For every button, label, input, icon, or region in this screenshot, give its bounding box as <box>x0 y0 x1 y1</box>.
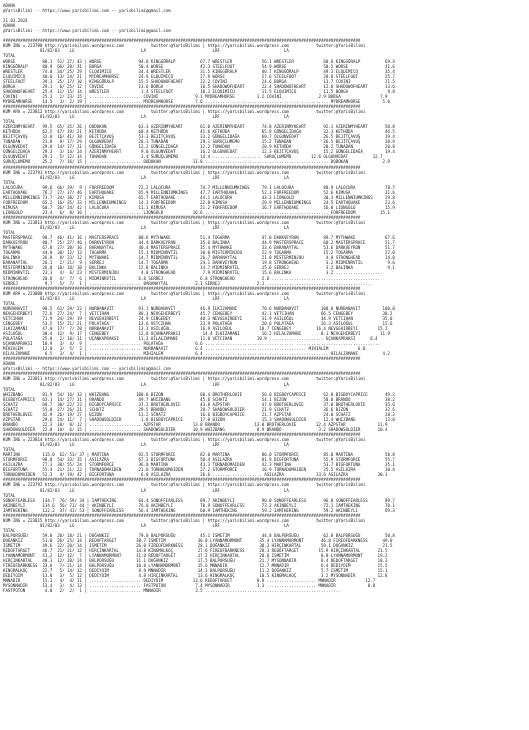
text-line: COVINI 25.3 2/ 23/ 15 | ..................... COVINI 9.1 MYDREAMHORSE 1.2 COVINI 2.9 BORGA 7.9 <box>3 93 388 99</box>
text-line: DARKVEYRON 80.7 25/ 27/ 46 | DARKVEYRON 44.4 DARKVEYRON 35.6 BALINKA 44.9 MASTERSPRACE 60.2 MASTERSPRACE 51.7 <box>3 240 395 246</box>
text-line: TOTAL <box>3 53 16 59</box>
text-line: POLATAĞA 25.0 2/ 10/ 11 | UÇANKAPRAKSI 11.3 HILALZAMANI 11.0 VETCIHAN 10.9 ...................... UÇANKAPRAKSI 6.4 <box>3 336 378 342</box>
text-line: GÜNGELIDAĞA 29.3 3/ 14/ 24 | AZERINMYHEART 9.0 OLGUNVEDAT 16.2 OLGUNVEDAT 12.3 BEJİTÇAVUŞ 15.2 GÜNGELIDAĞA 19.4 <box>3 149 395 155</box>
race-header: KUM ARA = 223800 http://yarisbilimi.wordpress.com twitter:@YarisBilimi | https://yarisbilimi.wordpress.com twitter:@YarisBilimi <box>3 290 366 296</box>
section-divider: ################################################################################################################################################# <box>3 164 361 170</box>
text-line: DOĞANKIZ 51.0 26/ 25/ 14 | REDOFTARGET 38.7 ISMETIM 30.8 LYANNAMORMONT 35.4 LYANNAMORMONT 46.8 FIREOFDARKNESS 49.0 <box>3 537 393 543</box>
text-line: AKINBEYLI 134.6 56/ 71/ 44 | AKINBEYLI 76.0 AKINBEYLI 70.9 SONOFFEARLESS 73.2 AKINBEYLI 72.1 IAMTHEKING 70.1 <box>3 502 395 508</box>
text-line: 81/82/83 LG LA LRF LA <box>3 381 289 387</box>
text-line: ISMETIM 49.6 22/ 20/ 14 | ISMETIM 26.0 FIREOFDARKNESS 28.1 DOĞANKIZ 30.3 HIRÇINKARTAL 59.1 DOĞANKIZ 21.5 <box>3 543 393 549</box>
race-header: KUM ING = 223813 http://yarisbilimi.wordpress.com twitter:@YarisBilimi | https://yarisbilimi.wordpress.com twitter:@YarisBilimi <box>3 220 366 226</box>
text-line: TUNADAN 23.8 9/ 17/ 29 | OLGUNVEDAT 28.1 TUNADAN 29.1 SURUÇLUMEMO 15.2 TUNADAN 26.5 BEJİTÇAVUŞ 30.9 <box>3 139 395 145</box>
text-line: @YarisBilimi -- https://www.yarisbilimi.com -- yarisbilimi@gmail.com <box>3 8 171 14</box>
text-line: AZPSTAR 29.6 24/ 11/ 7 | SHADOWSOLDIER 1.8 BIGBOYCAPRICE 17.0 BIZON 15.3 SHADOWSOLDIER 12.4 WHIZBANG 13.0 <box>3 416 395 422</box>
text-line: SURUÇLUMEMO 25.2 7/ 16/ 15 | ..................... DODOKAN 11.0 .................................................. DODOKAN 2.9 <box>3 159 390 165</box>
text-line: BRANDO 22.3 10/ 8/ 12 | ..................... AZPSTAR 13.0 BRANDO 13.0 BROTHERLOVIE 12.4 AZPSTAR 11.9 <box>3 421 388 427</box>
text-line: SCHATZ 60.7 30/ 22/ 22 | BIGBOYCAPRICE 37.2 BROTHERLOVIE 43.8 AZPSTAR 47.0 BROTHERLOVIE 37.0 BROTHERLOVIE 35.6 <box>3 401 395 407</box>
text-line: 21.03.2024 <box>3 18 28 24</box>
section-divider: ################################################################################################################################################# <box>3 512 361 518</box>
race-analysis-sheet <box>3 3 529 593</box>
text-line: WHIZBANG 81.9 54/ 16/ 13 | WHIZBANG 100.0 BIZON 60.4 BROTHERLOVIE 56.0 BIGBOYCAPRICE 62.8 BIGBOYCAPRICE 49.3 <box>3 391 395 397</box>
text-line: TOTAL <box>3 230 16 236</box>
text-line: TOTAL <box>3 492 16 498</box>
text-line: ILKIZAMANI 47.0 17/ 7/ 20 | NURBANAVIT 13.3 ASILOĞUL 16.9 ASILOĞUL 18.7 CENGEBEY 16.4 NEVGEHIRBEYI 15.2 <box>3 326 388 331</box>
text-line: NEVGEHIRBEYI 72.6 27/ 24/ 7 | VETCIHAN 80.3 NEVGEHIRBEYI 45.7 CENGEBEY 42.1 VETCIHAN 66.5 CENGEBEY 38.2 <box>3 310 393 316</box>
race-header: KUM ING = 223792 http://yarisbilimi.wordpress.com twitter:@YarisBilimi | https://yarisbilimi.wordpress.com twitter:@YarisBilimi <box>3 482 366 488</box>
text-line: SHADOWOFHEART 25.4 11/ 15/ 14 | WRESTLER 1.4 STEELFOOT 10.3 ELQUIMICO 11.5 ELQUIMICO 11.5 BORGA 9.8 <box>3 88 395 94</box>
text-line: 81/82/83 LG LA LRF LA <box>3 114 289 120</box>
text-line: HIRÇINKARTAL 40.3 12/ 20/ 24 | BALPORSUĞU 11.1 DOĞANKIZ 17.5 BALPORSUĞU 21.7 MYSONNADIR 8.4 REDOFTARGET 18.3 <box>3 558 388 564</box>
text-line: MYSONNADIR 13.4 3/ 4/ 12 | ..................... FASTPOTON 7.4 MYSONNADIR 1.3 .................... MNNADIR 8.8 <box>3 583 376 589</box>
race-header: KUM ING = 223791 http://yarisbilimi.wordpress.com twitter:@YarisBilimi | https://yarisbilimi.wordpress.com twitter:@YarisBilimi <box>3 169 366 175</box>
text-line: ADANA <box>3 3 16 8</box>
text-line: MYTHWAKE 67.0 27/ 20/ 36 | BARANAYTAL 40.4 MASTERSPRACE 35.4 MYTHWAKE 33.6 BARANAYTAL 53.6 DARKVEYRON 51.7 <box>3 245 395 251</box>
text-line: KETHÜDA 62.5 47/ 19/ 21 | KETHÜDA 60.4 KETHÜDA 41.6 KETHÜDA 65.8 GÜNGELIDAĞA 32.3 KETHÜDA 46.5 <box>3 129 395 135</box>
section-divider: ################################################################################################################################################# <box>3 103 361 109</box>
text-line: ADANA <box>3 23 16 29</box>
section-divider: ################################################################################################################################################# <box>3 356 361 362</box>
text-line: TOTAL <box>3 527 16 533</box>
text-line: MIHIALEM 12.0 3/ 5/ 2 | ..................... NURBANAVIT 6.4 ......................................... MIHIALEM 6.0 <box>3 346 366 352</box>
text-line: BORGA 29.1 6/ 25/ 12 | COVINI 13.6 BORGA 10.5 SHADOWOFHEART 22.4 SHADOWOFHEART 12.6 SHADOWOFHEART 13.6 <box>3 83 395 89</box>
text-line: WRESTLER 74.0 34/ 25/ 29 | ELQUIMICO 34.4 WRESTLER 31.5 KINGGÖRALP 40.7 KINGGÖRALP 49.3 ELQUIMICO 35.4 <box>3 68 395 74</box>
text-line: ADANA <box>3 361 16 367</box>
text-line: TOTAL <box>3 119 16 125</box>
text-line: KINGGÖRALP 80.9 66/ 28/ 31 | BORGA 50.4 WORSE 42.3 STEELFOOT 54.9 WORSE 50.2 WORSE 41.6 <box>3 63 395 69</box>
section-divider: ################################################################################################################################################# <box>3 285 361 291</box>
text-line: BIGBOYCAPRICE 63.1 14/ 27/ 31 | BRANDO 49.7 WHIZBANG 45.6 SCHATZ 54.1 BIZON 50.0 BRANDO 38.2 <box>3 396 395 402</box>
text-line: @YarisBilimi -- https://www.yarisbilimi.com -- yarisbilimi@gmail.com <box>3 366 171 372</box>
text-line: STORMFORCE 98.0 54/ 33/ 35 | ASILAZRA 67.3 BIGFORTUNA 50.4 ASILAZRA 81.9 BIGFORTUNA 55.9 STORMFORCE 55.7 <box>3 457 395 463</box>
text-line: MILLENNIUMKINGS 73.7 34/ 30/ 27 | KIMUSA 65.7 EARTHQUAKE 44.1 LALOCURA 43.2 LIONGOLD 30.3 MILLENNIUMKINGS 29.8 <box>3 194 395 200</box>
text-line: MARTINA 115.0 62/ 53/ 37 | MARTINA 92.5 STORMFORCE 82.0 MARTINA 86.0 STORMFORCE 85.0 MARTINA 58.8 <box>3 452 395 458</box>
text-line: SCHATZ 55.0 27/ 26/ 21 | SCHATZ 29.5 BRANDO 20.7 SHADOWSOLDIER 21.9 SCHATZ 36.6 BIZON 32.6 <box>3 406 395 412</box>
text-line: STEELFOOT 39.3 25/ 17/ 10 | KINGGÖRALP 15.5 SHADOWOFHEART 22.2 COVINI 24.6 BORGA 13.7 COVINI 21.5 <box>3 78 395 84</box>
text-line: WORSE 88.1 51/ 27/ 43 | WORSE 94.0 KINGGÖRALP 67.7 WRESTLER 56.1 WRESTLER 60.6 KINGGÖRALP 69.4 <box>3 58 395 64</box>
text-line: ELQUIMICO 40.0 13/ 24/ 21 | MYDREAMHORSE 24.9 ELQUIMICO 27.9 WORSE 27.6 STEELFOOT 20.8 STEELFOOT 25.7 <box>3 73 395 79</box>
text-line: FIREOFDARKNESS 33.6 7/ 21/ 14 | BALPORSUĞU 10.8 LYANNAMORMONT 15.6 MNNADIR 12.7 MNNADIR 6.4 DEDIYOIM 15.5 <box>3 563 388 569</box>
text-line: MYDREAMHORSE 14.5 3/ 2/ 19 | ..................... MYDREAMHORSE 7.6 .................................................. MYDREAMHORSE 5.0 <box>3 98 390 104</box>
text-line: HILALZAMANI 6.5 3/ 4/ 1 | ..................... MIHIALEM 6.4 .................................................. HILALZAMANI 4.2 <box>3 351 390 357</box>
text-line: KINGMALKOÇ 22.7 5/ 14/ 12 | DEDIYOIM 8.9 MNNADIR 14.3 BALPORSUĞU 11.2 DOĞANKIZ 5.7 ISMETIM 15.1 <box>3 568 388 574</box>
text-line: LYANNAMORMONT 41.2 12/ 12/ 7 | LYANNAMORMONT 11.0 REDOFTARGET 17.2 HIRÇINKARTAL 28.0 ISMETIM 8.8 LYANNAMORMONT 19.2 <box>3 553 388 559</box>
text-line: MISTERMINJOU 26.0 10/ 18/ 10 | BALINKA 12.8 BALINKA 14.7 MIDMINRVTIL 15.6 SERREJ 3.2 BALINKA 9.1 <box>3 265 395 271</box>
text-line: 81/82/83 LG LA LRF LA <box>3 174 289 180</box>
text-line: BALINKA 26.8 8/ 23/ 12 | MYTHWAKE 14.7 MIDMINRVTIL 26.7 BARANAYTAL 21.0 MISTERMINJOU 4.0 STRONGHEAD 14.0 <box>3 255 395 261</box>
text-line: TOTAL <box>3 447 16 453</box>
text-line: OLGUNVEDAT 29.1 5/ 12/ 14 | TUNADAN 3.4 SURUÇLUMEMO 14.4 .................... SURUÇLUMEMO 12.6 OLGUNVEDAT 12.7 <box>3 154 383 160</box>
race-header: KUM ING = 223811 http://yarisbilimi.wordpress.com twitter:@YarisBilimi | https://yarisbilimi.wordpress.com twitter:@YarisBilimi <box>3 376 366 382</box>
race-header: KUM ARA = 223812 http://yarisbilimi.wordpress.com twitter:@YarisBilimi | https://yarisbilimi.wordpress.com twitter:@YarisBilimi <box>3 108 366 114</box>
text-line: MIDMINRVTIL 23.3 4/ 6/ 23 | MISTERMINJOU 4.0 STRONGHEAD 7.9 MIDMINRVTIL 15.6 BALINKA 3.2 ................... <box>3 270 383 276</box>
section-divider: ################################################################################################################################################# <box>3 38 361 44</box>
text-line: 81/82/83 LG LA LRF LA <box>3 487 289 493</box>
text-line: 81/82/83 LG LA LRF LA <box>3 442 289 448</box>
text-line: STRONGHEAD 20.8 4/ 7/ 6 | MIDMINRVTIL 6.8 SERREJ 6.8 STRONGHEAD 2.6 ............................................ <box>3 275 381 281</box>
text-line: BALPORSUĞU 59.0 28/ 18/ 21 | DOĞANKIZ 79.0 BALPORSUĞU 45.1 ISMETIM 44.8 BALPORSUĞU 62.8 BALPORSUĞU 50.8 <box>3 532 395 538</box>
text-line: OLGUNVEDAT 29.6 14/ 17/ 11 | GÜNGELIDAĞA 12.2 GÜNGELIDAĞA 12.2 TUNADAN 20.9 KETHÜDA 20.2 TUNADAN 20.8 <box>3 144 395 150</box>
text-line: ASILOĞUL 30.4 12/ 9/ 17 | CENGEBEY 12.8 UÇANKAPRAKSI 14.4 ILKIZAMANI 16.2 HILALZAMANI 8.1 NEVGEHIRBEYI 11.9 <box>3 331 390 337</box>
text-line: UÇANKAPRAKSI 18.9 3/ 4/ 9 | ..................... POLATAĞA 6.6 .................................... .................................. <box>3 341 381 347</box>
text-line: @YarisBilimi -- https://www.yarisbilimi.com -- yarisbilimi@gmail.com <box>3 28 171 34</box>
text-line: KIMUSA 60.7 26/ 24/ 42 | LALOCURA 11.1 KIMUSA 21.2 FORFREEDOM 16.7 EARTHQUAKE 16.0 LIONGOLD 15.9 <box>3 204 395 210</box>
text-line: IAMTHEKING 122.2 37/ 41/ 53 | SONOFFEARLESS 56.4 IAMTHEKING 60.9 IAMTHEKING 59.2 IAMTHEKING 59.2 AKINBEYLI 69.3 <box>3 507 395 513</box>
text-line: LIONGOLD 23.4 6/ 8/ 16 | ..................... LIONGOLD 16.6 .................................................. FORFREEDOM 15.1 <box>3 209 390 215</box>
text-line: TOTAL <box>3 386 16 392</box>
section-divider: ################################################################################################################################################# <box>3 431 361 437</box>
text-line: 81/82/83 LG LA LRF LA <box>3 225 289 231</box>
text-line: BEJİTÇAVUŞ 32.0 16/ 41/ 38 | BEJİTÇAVUŞ 53.3 BEJİTÇAVUŞ 33.2 GÜNGELIDAĞA 60.7 OLGUNVEDAT 26.5 BEJİTÇAVUŞ 19.4 <box>3 134 395 140</box>
text-line: MNNADIR 15.3 4/ 4/ 11 | ..................... DEDIYOIM 13.6 REDOFTARGET 8.8 .................... MNNADIR 12.7 <box>3 578 376 584</box>
text-line: BARANAYTAL 26.1 2/ 21/ 9 | SERREJ 14.7 TOGARMA 24.1 DARKVEYRON 19.8 STRONGHEAD 3.2 MIDMINRVTIL 9.6 <box>3 260 395 266</box>
section-divider: ################################################################################################################################################# <box>3 214 361 220</box>
text-line: SONOFFEARLESS 144.7 76/ 59/ 34 | IAMTHEKING 64.4 SONOFFEARLESS 89.7 AKINBEYLI 90.8 SONOFFEARLESS 96.8 SONOFFEARLESS 89.7 <box>3 497 395 503</box>
text-line: 81/82/83 LG LA LRF LA <box>3 48 289 54</box>
text-line: EARTHQUAKE 76.2 27/ 37/ 46 | EARTHQUAKE 65.9 MILLENNIUMKINGS 47.7 EARTHQUAKE 52.3 FORFREEDOM 52.6 KIMUSA 31.6 <box>3 189 395 195</box>
text-line: BROTHERLOVIE 42.9 26/ 19/ 27 | BIZON 11.2 SCHATZ 16.6 BIGBOYCAPRICE 21.7 AZPSTAR 24.0 SCHATZ 28.2 <box>3 411 395 417</box>
text-line: FASTPOTON 4.0 2/ 2/ 1 | ..................... MNNADIR 3.5 ....................................................... <box>3 588 341 594</box>
text-line: VETCIHAN 71.9 24/ 29/ 19 | NEVGEHIRBEYI 24.9 CENGEBEY 40.3 NEVGEHIRBEYI 31.9 ASILOĞUL 34.9 VETCIHAN 35.0 <box>3 315 393 321</box>
text-line: 81/82/83 LG LA LRF LA <box>3 295 289 301</box>
text-line: REDOFTARGET 46.7 21/ 21/ 12 | HIRÇINKARTAL 14.8 KINGMALKOÇ 27.6 FIREOFDARKNESS 28.3 REDOFTARGET 15.9 HIRÇINKARTAL 21.5 <box>3 548 388 554</box>
text-line: FORFREEDOM 65.2 16/ 35/ 33 | MILLENNIUMKINGS 14.3 FORFREEDOM 22.8 KIMUSA 29.9 MILLENNIUMKINGS 24.5 EARTHQUAKE 23.6 <box>3 199 395 205</box>
race-header: KUM ING = 223815 http://yarisbilimi.wordpress.com twitter:@YarisBilimi | https://yarisbilimi.wordpress.com twitter:@YarisBilimi <box>3 517 366 523</box>
text-line: MASTERSPRACE 90.7 46/ 41/ 16 | MASTERSPRACE 80.6 MYTHWAKE 51.4 TOGARMA 47.0 DARKVEYRON 89.7 MYTHWAKE 67.6 <box>3 235 395 241</box>
text-line: CENGEBEY 53.5 15/ 21/ 21 | POLATAĞA 13.6 VETCIHAN 23.9 POLATAĞA 20.6 POLATAĞA 26.3 ASILOĞUL 15.6 <box>3 320 393 326</box>
race-header: KUM ING = 223790 http://yarisbilimi.wordpress.com twitter:@YarisBilimi | https://yarisbilimi.wordpress.com twitter:@YarisBilimi <box>3 43 366 49</box>
text-line: TOGARMA 44.8 30/ 12/ 13 | TOGARMA 15.1 MIDMINRVTIL 30.0 MISTERMINJOU 22.9 TOGARMA 15.2 TOGARMA 27.0 <box>3 250 395 256</box>
text-line: AZERINMYHEART 99.5 65/ 35/ 26 | DODOKAN 63.3 AZERINMYHEART 61.0 AZERINMYHEART 74.8 AZERINMYHEART 92.1 AZERINMYHEART 50.8 <box>3 124 395 130</box>
text-line: NURBANAVIT 98.5 61/ 29/ 22 | NURBANAVIT 91.1 NURBANAVIT 46.9 ILKIZAMANI 70.6 NURBANAVIT 100.0 NURBANAVIT 100.0 <box>3 305 395 311</box>
text-line: BIGFORTUNA 55.4 21/ 21/ 23 | TORNADOMAIDEN 21.0 TORNADOMAIDEN 27.2 STORMFORCE 16.9 TORNADOMAIDEN 25.5 ASILAZRA 30.4 <box>3 467 395 473</box>
text-line: DEDIYOIM 13.8 3/ 5/ 12 | DEDIYOIM 4.8 HIRÇINKARTAL 13.6 KINGMALKOÇ 10.5 KINGMALKOÇ 3.2 MYSONNADIR 12.8 <box>3 573 388 579</box>
section-divider: ################################################################################################################################################# <box>3 371 361 377</box>
text-line: LALOCURA 99.6 66/ 29/ 9 | FORFREEDOM 72.2 LALOCURA 74.7 MILLENNIUMKINGS 79.1 LALOCURA 88.9 LALOCURA 78.7 <box>3 184 395 190</box>
text-line: ASILAZRA 77.3 30/ 55/ 24 | STORMFORCE 36.8 MARTINA 43.3 TORNADOMAIDEN 42.3 MARTINA 53.7 BIGFORTUNA 35.1 <box>3 462 395 468</box>
race-header: KUM ING = 223814 http://yarisbilimi.wordpress.com twitter:@YarisBilimi | https://yarisbilimi.wordpress.com twitter:@YarisBilimi <box>3 437 366 443</box>
text-line: TORNADOMAIDEN 52.3 4/ 19/ 42 | BIGFORTUNA 6.0 ASILAZRA 26.6 .................... ASILAZRA 13.6 ASILAZRA 30.3 <box>3 472 388 478</box>
text-line: SERREJ 9.7 5/ 7/ 1 | ..................... BARANAYTAL 2.1 SERREJ 2.1 ........................................... <box>3 280 373 286</box>
section-divider: ################################################################################################################################################# <box>3 477 361 483</box>
text-line: TOTAL <box>3 300 16 306</box>
text-line: 81/82/83 LG LA LRF LA <box>3 522 289 528</box>
text-line: SHADOWSOLDIER 22.0 10/ 6/ 15 | ..................... SHADOWSOLDIER 10.9 WHIZBANG 8.9 BRANDO 3.2 SHADOWSOLDIER 10.4 <box>3 426 388 432</box>
text-line: TOTAL <box>3 179 16 185</box>
